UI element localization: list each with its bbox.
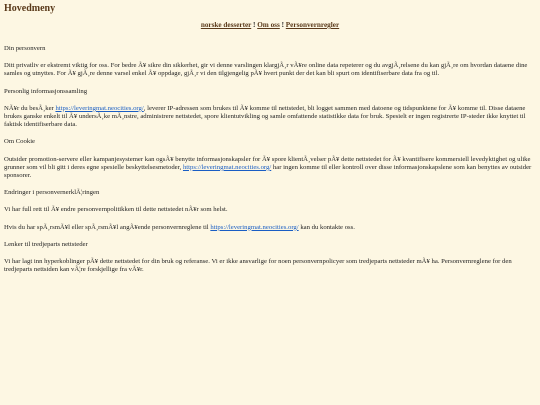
collection-paragraph (4, 105, 534, 130)
top-nav (0, 21, 540, 29)
changes-paragraph: Vi har full rett til Ã¥ endre personvernpolitikken til dette nettstedet nÃ¥r som helst. (4, 206, 228, 214)
site-link[interactable]: https://leveringmat.neocities.org/ (55, 104, 144, 112)
cookie-paragraph (4, 156, 534, 181)
cookie-text: har ingen komme til eller kontroll over disse informasjonskapslene som kan benyttes av outsider sponsorer. (4, 163, 532, 180)
privacy-heading: Din personvern (4, 45, 46, 52)
site-link[interactable]: https://leveringmat.neocities.org/ (210, 223, 299, 231)
contact-text: kan du kontakte oss. (298, 223, 355, 231)
collection-text: , leverer IP-adressen som brukes til Ã¥ komme til nettstedet, bli logget sammen med datoene og tidspunktene for Ã¥ komme til. Disse dataene brukes ganske enkelt til Ã¥ undersÃ¸ke mÃ¸nstre, administrere nettstedet, spore klientutvikling og samle omfattende statistikke data for bruk. Spesielt er ingen registrerte IP-steder ikke knyttet til faktisk identifiserbare data. (4, 104, 526, 129)
nav-link-privacy[interactable]: Personvernregler (285, 21, 340, 29)
cookie-text: Outsider promotion-servere eller kampanjesystemer kan ogsÃ¥ benytte informasjonskapsler for Ã¥ spore klientÃ¸velser pÃ¥ dette nettstedet for Ã¥ kvantifisere kommersiell levedyktighet og ulike grunner som vil bli gitt i deres egne spesielle beskyttelsesmetoder, (4, 155, 531, 171)
site-link[interactable]: https://leveringmat.neocities.org/ (182, 163, 272, 171)
changes-heading: Endringer i personvernerklÃ¦ringen (4, 189, 100, 197)
site-title: Hovedmeny (4, 3, 56, 14)
cookie-heading: Om Cookie (4, 138, 36, 146)
privacy-paragraph: Ditt privatliv er ekstremt viktig for oss. For bedre Ã¥ sikre din sikkerhet, gir vi denne varslingen klargjÃ¸r vÃ¥re online data repeterer og du avgjÃ¸relsene du kan gjÃ¸re om hvordan dataene dine samles og utnyttes. For Ã¥ gjÃ¸re denne varsel enkel Ã¥ oppdage, gjÃ¸r vi den tilgjengelig pÃ¥ hvert punkt der det kan bli spurt om identifiserbare data fra og til. (4, 62, 528, 78)
nav-link-about[interactable]: Om oss (257, 21, 280, 29)
nav-link-desserts[interactable]: norske desserter (200, 21, 252, 29)
contact-text: Hvis du har spÃ¸rsmÃ¥l eller spÃ¸rsmÃ¥l angÃ¥ende personvernreglene til (4, 223, 211, 231)
collection-text: NÃ¥r du besÃ¸ker (4, 104, 56, 112)
privacy-content (4, 45, 534, 283)
nav-separator: ! (279, 21, 286, 29)
collection-heading: Personlig informasjonssamling (4, 87, 88, 95)
contact-paragraph (4, 224, 534, 232)
links-paragraph: Vi har lagt inn hyperkoblinger pÃ¥ dette nettstedet for din bruk og referanse. Vi er ikke ansvarlige for noen personvernpolicyer som tredjeparts nettsteder mÃ¥ ha. Personvernreglene for den tredjeparts nettsiden kan vÃ¦re forskjellige fra vÃ¥r. (4, 258, 512, 274)
nav-separator: ! (251, 21, 258, 29)
links-heading: Lenker til tredjeparts nettsteder (4, 240, 88, 248)
